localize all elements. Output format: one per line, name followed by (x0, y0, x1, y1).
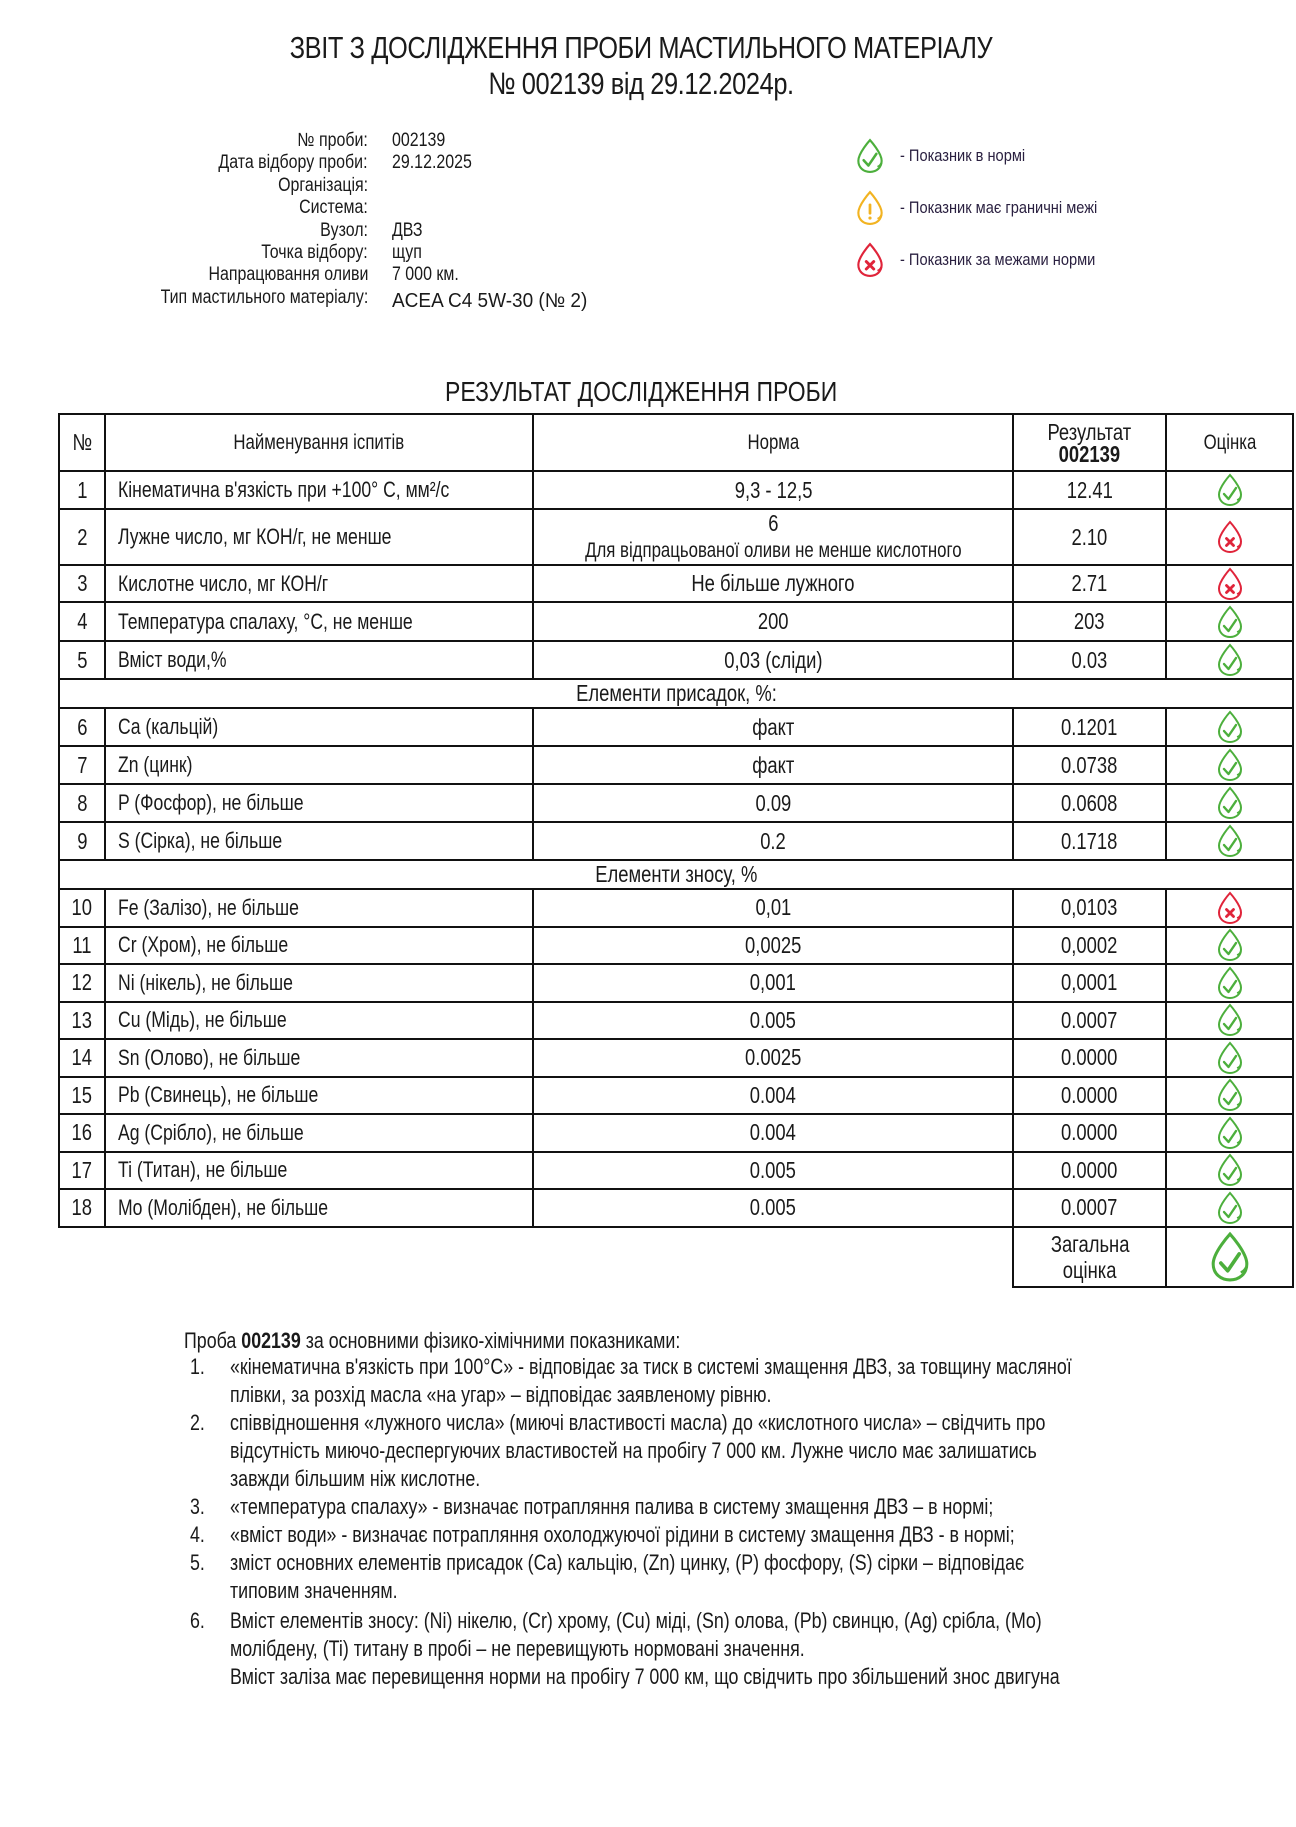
conclusion-line (184, 1550, 1264, 1580)
table-row (59, 1189, 1293, 1227)
conclusion-line (184, 1522, 1264, 1552)
results-title-text: РЕЗУЛЬТАТ ДОСЛІДЖЕННЯ ПРОБИ (444, 376, 838, 407)
list-text: молібдену, (Ti) титану в пробі – не перевищують нормовані значення. (230, 1636, 805, 1661)
rating-cell (1166, 509, 1293, 565)
list-number: 2. (190, 1410, 205, 1435)
list-text: Вміст елементів зносу: (Ni) нікелю, (Cr) хрому, (Cu) міді, (Sn) олова, (Pb) свинцю, (Ag) срібла, (Mo) (230, 1608, 1042, 1633)
rating-cell (1166, 1114, 1293, 1152)
section-row (59, 679, 1293, 708)
table-row (59, 822, 1293, 860)
drop-check-icon (1167, 1153, 1292, 1187)
rating-cell (1166, 889, 1293, 927)
result-value: 0.0738 (1013, 746, 1166, 784)
empty-cell (59, 1227, 1013, 1287)
sample-info-label: Вузол: (320, 219, 368, 241)
norm-cell: 0.004 (533, 1077, 1013, 1115)
table-row (59, 927, 1293, 965)
test-name: Ca (кальцій) (105, 708, 533, 746)
table-row (59, 1152, 1293, 1190)
sample-info-value: 002139 (392, 130, 446, 151)
row-number: 8 (59, 784, 105, 822)
sample-info-value: ACEA C4 5W-30 (№ 2) (392, 289, 588, 312)
conclusion-line (184, 1608, 1264, 1638)
drop-check-icon (1167, 1231, 1292, 1283)
table-header-row (59, 414, 1293, 471)
drop-check-icon (1167, 1041, 1292, 1075)
rating-cell (1166, 602, 1293, 641)
list-number: 3. (190, 1494, 205, 1519)
test-name: Pb (Свинець), не більше (105, 1077, 533, 1115)
result-value: 203 (1013, 602, 1166, 641)
test-name: S (Сірка), не більше (105, 822, 533, 860)
conclusion-line (184, 1466, 1264, 1496)
result-value: 0.0608 (1013, 784, 1166, 822)
test-name: Кислотне число, мг КОН/г (105, 565, 533, 602)
conclusion-line (184, 1664, 1264, 1694)
row-number: 12 (59, 964, 105, 1002)
norm-cell: 0.2 (533, 822, 1013, 860)
table-row (59, 565, 1293, 602)
row-number: 2 (59, 509, 105, 565)
result-value: 2.10 (1013, 509, 1166, 565)
list-text: співвідношення «лужного числа» (миючі властивості масла) до «кислотного числа» – свідчить про (230, 1410, 1046, 1435)
drop-check-icon (1167, 1116, 1292, 1150)
test-name: Температура спалаху, °С, не менше (105, 602, 533, 641)
sample-info-label: Точка відбору: (261, 242, 368, 263)
report-title (0, 30, 1296, 102)
result-value: 0.0000 (1013, 1114, 1166, 1152)
table-row (59, 1002, 1293, 1040)
test-name: Sn (Олово), не більше (105, 1039, 533, 1077)
rating-cell (1166, 964, 1293, 1002)
drop-cross-icon (1167, 520, 1292, 554)
legend-item (852, 138, 1172, 178)
test-name: Mo (Молібден), не більше (105, 1189, 533, 1227)
row-number: 7 (59, 746, 105, 784)
list-text: «вміст води» - визначає потрапляння охолоджуючої рідини в систему змащення ДВЗ - в нормі; (230, 1522, 1015, 1547)
total-label: Загальна оцінка (1013, 1227, 1166, 1287)
rating-cell (1166, 1189, 1293, 1227)
row-number: 13 (59, 1002, 105, 1040)
test-name: Cu (Мідь), не більше (105, 1002, 533, 1040)
rating-cell (1166, 641, 1293, 679)
sample-info-label: Напрацювання оливи (208, 264, 368, 286)
result-value: 0,0002 (1013, 927, 1166, 965)
table-row (59, 602, 1293, 641)
list-number: 6. (190, 1608, 205, 1633)
list-text: плівки, за розхід масла «на угар» – відповідає заявленому рівню. (230, 1382, 772, 1407)
norm-cell: факт (533, 746, 1013, 784)
conclusion-line (184, 1438, 1264, 1468)
test-name: Cr (Хром), не більше (105, 927, 533, 965)
legend-item (852, 190, 1172, 230)
norm-cell: 0,001 (533, 964, 1013, 1002)
sample-info-value: 29.12.2025 (392, 152, 472, 174)
table-row (59, 1114, 1293, 1152)
results-table (58, 413, 1294, 1288)
table-row (59, 784, 1293, 822)
list-number: 4. (190, 1522, 205, 1547)
table-row (59, 509, 1293, 565)
legend-label: - Показник в нормі (900, 146, 1026, 165)
row-number: 17 (59, 1152, 105, 1190)
conclusion-line (184, 1636, 1264, 1666)
list-text: «кінематична в'язкість при 100°С» - відповідає за тиск в системі змащення ДВЗ, за товщину масляної (230, 1354, 1072, 1379)
result-value: 0.0000 (1013, 1152, 1166, 1190)
header-rating: Оцінка (1166, 414, 1293, 471)
table-row (59, 746, 1293, 784)
result-value: 2.71 (1013, 565, 1166, 602)
table-row (59, 1039, 1293, 1077)
drop-check-icon (1167, 824, 1292, 858)
drop-check-icon (1167, 473, 1292, 507)
rating-cell (1166, 1039, 1293, 1077)
rating-cell (1166, 708, 1293, 746)
norm-cell: 0.005 (533, 1189, 1013, 1227)
legend-label: - Показник має граничні межі (900, 198, 1098, 217)
result-value: 0.1201 (1013, 708, 1166, 746)
norm-cell: 6 Для відпрацьованої оливи не менше кислотного (533, 509, 1013, 565)
rating-cell (1166, 784, 1293, 822)
drop-check-icon (1167, 748, 1292, 782)
total-row (59, 1227, 1293, 1287)
list-number: 1. (190, 1354, 205, 1379)
drop-check-icon (1167, 928, 1292, 962)
drop-check-icon (1167, 710, 1292, 744)
sample-info-value: 7 000 км. (392, 264, 459, 286)
section-row (59, 860, 1293, 889)
table-row (59, 471, 1293, 509)
sample-info-label: Тип мастильного матеріалу: (160, 286, 368, 308)
results-title (0, 376, 1296, 408)
drop-check-icon (1167, 605, 1292, 639)
norm-cell: 0.09 (533, 784, 1013, 822)
result-value: 0.1718 (1013, 822, 1166, 860)
test-name: Zn (цинк) (105, 746, 533, 784)
conclusion-line (184, 1382, 1264, 1412)
intro-prefix: Проба (184, 1328, 242, 1353)
rating-cell (1166, 822, 1293, 860)
rating-cell (1166, 1077, 1293, 1115)
test-name: Лужне число, мг КОН/г, не менше (105, 509, 533, 565)
drop-check-icon (1167, 643, 1292, 677)
test-name: P (Фосфор), не більше (105, 784, 533, 822)
report-title-line2: № 002139 від 29.12.2024р. (488, 66, 794, 101)
rating-cell (1166, 927, 1293, 965)
row-number: 6 (59, 708, 105, 746)
result-value: 0,0001 (1013, 964, 1166, 1002)
rating-cell (1166, 1152, 1293, 1190)
header-norm: Норма (533, 414, 1013, 471)
table-row (59, 641, 1293, 679)
rating-cell (1166, 1002, 1293, 1040)
result-value: 12.41 (1013, 471, 1166, 509)
norm-cell: 0.0025 (533, 1039, 1013, 1077)
result-value: 0.0007 (1013, 1189, 1166, 1227)
norm-cell: 200 (533, 602, 1013, 641)
list-text: завжди більшим ніж кислотне. (230, 1466, 481, 1491)
norm-cell: 0,01 (533, 889, 1013, 927)
norm-cell: 0.004 (533, 1114, 1013, 1152)
sample-info-label: Дата відбору проби: (218, 152, 368, 174)
list-number: 5. (190, 1550, 205, 1575)
drop-cross-icon (1167, 891, 1292, 925)
conclusion-line (184, 1354, 1264, 1384)
result-value: 0.0000 (1013, 1039, 1166, 1077)
conclusion-line (184, 1494, 1264, 1524)
list-text: відсутність миючо-деспергуючих властивостей на пробігу 7 000 км. Лужне число має залишатись (230, 1438, 1037, 1463)
rating-cell (1166, 746, 1293, 784)
row-number: 10 (59, 889, 105, 927)
list-text: зміст основних елементів присадок (Са) кальцію, (Zn) цинку, (Р) фосфору, (S) сірки – відповідає (230, 1550, 1025, 1575)
table-row (59, 1077, 1293, 1115)
norm-cell: факт (533, 708, 1013, 746)
result-value: 0.0007 (1013, 1002, 1166, 1040)
rating-cell (1166, 471, 1293, 509)
section-heading: Елементи присадок, %: (59, 679, 1293, 708)
sample-info-label: № проби: (297, 130, 368, 151)
row-number: 18 (59, 1189, 105, 1227)
row-number: 14 (59, 1039, 105, 1077)
norm-cell: Не більше лужного (533, 565, 1013, 602)
header-name: Найменування іспитів (105, 414, 533, 471)
table-row (59, 708, 1293, 746)
row-number: 5 (59, 641, 105, 679)
row-number: 1 (59, 471, 105, 509)
sample-info-value: ДВЗ (392, 219, 423, 241)
rating-cell (1166, 565, 1293, 602)
result-value: 0.0000 (1013, 1077, 1166, 1115)
norm-cell: 0,03 (сліди) (533, 641, 1013, 679)
test-name: Ti (Титан), не більше (105, 1152, 533, 1190)
row-number: 11 (59, 927, 105, 965)
test-name: Ni (нікель), не більше (105, 964, 533, 1002)
row-number: 16 (59, 1114, 105, 1152)
sample-info-value: щуп (392, 242, 422, 263)
test-name: Ag (Срібло), не більше (105, 1114, 533, 1152)
row-number: 3 (59, 565, 105, 602)
norm-cell: 0.005 (533, 1002, 1013, 1040)
sample-info-label: Система: (299, 197, 368, 219)
drop-check-icon (1167, 966, 1292, 1000)
list-text: «температура спалаху» - визначає потрапляння палива в систему змащення ДВЗ – в нормі; (230, 1494, 994, 1519)
drop-cross-icon (1167, 567, 1292, 601)
drop-check-icon (1167, 1003, 1292, 1037)
result-value: 0.03 (1013, 641, 1166, 679)
row-number: 15 (59, 1077, 105, 1115)
conclusion-line (184, 1410, 1264, 1440)
test-name: Кінематична в'язкість при +100° С, мм²/с (105, 471, 533, 509)
row-number: 9 (59, 822, 105, 860)
test-name: Fe (Залізо), не більше (105, 889, 533, 927)
row-number: 4 (59, 602, 105, 641)
intro-sample-number: 002139 (241, 1328, 301, 1353)
report-title-line1: ЗВІТ З ДОСЛІДЖЕННЯ ПРОБИ МАСТИЛЬНОГО МАТЕРІАЛУ (289, 30, 993, 65)
list-text: типовим значенням. (230, 1578, 398, 1603)
header-result: Результат 002139 (1013, 414, 1166, 471)
result-value: 0,0103 (1013, 889, 1166, 927)
drop-check-icon (1167, 1078, 1292, 1112)
list-text: Вміст заліза має перевищення норми на пробігу 7 000 км, що свідчить про збільшений знос двигуна (230, 1664, 1060, 1689)
total-rating-cell (1166, 1227, 1293, 1287)
norm-cell: 9,3 - 12,5 (533, 471, 1013, 509)
conclusion-line (184, 1578, 1264, 1608)
norm-cell: 0,0025 (533, 927, 1013, 965)
header-num: № (59, 414, 105, 471)
drop-check-icon (1167, 786, 1292, 820)
legend-item (852, 242, 1172, 282)
norm-cell: 0.005 (533, 1152, 1013, 1190)
test-name: Вміст води,% (105, 641, 533, 679)
legend-label: - Показник за межами норми (900, 250, 1096, 269)
sample-info-label: Організація: (278, 174, 368, 196)
intro-suffix: за основними фізико-хімічними показниками: (300, 1328, 681, 1353)
table-row (59, 889, 1293, 927)
table-row (59, 964, 1293, 1002)
section-heading: Елементи зносу, % (59, 860, 1293, 889)
drop-check-icon (1167, 1191, 1292, 1225)
